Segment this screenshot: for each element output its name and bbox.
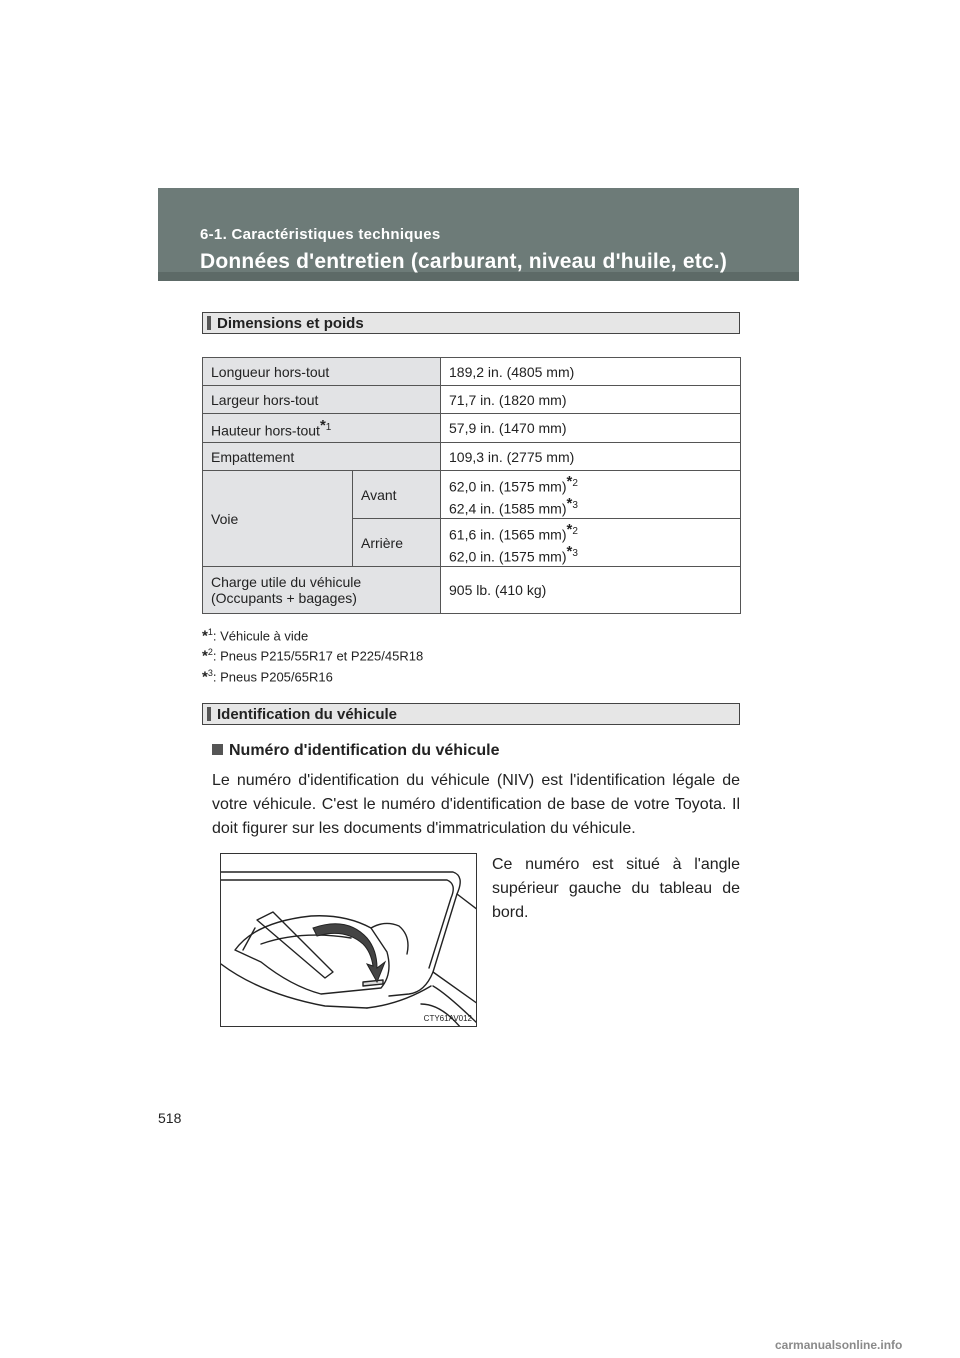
vin-location-text: Ce numéro est situé à l'angle supérieur gauche du tableau de bord. [492,856,740,921]
row-value: 109,3 in. (2775 mm) [441,443,741,471]
row-value: 189,2 in. (4805 mm) [441,358,741,386]
avant-value: 62,0 in. (1575 mm)$^{*2}$ 62,4 in. (1585 mm)$^{*3}$ [441,471,741,519]
charge-value: 905 lb. (410 kg) [441,567,741,614]
table-row [203,567,741,614]
table-row [203,443,741,471]
windshield-vin-drawing [221,854,477,1027]
footnote: *$^1$: Véhicule à vide [202,627,309,645]
section-number: 6-1. Caractéristiques techniques [200,226,441,243]
dimensions-heading [202,312,740,334]
arriere-label: Arrière [353,519,441,567]
row-label: Largeur hors-tout [203,386,441,414]
square-bullet-icon [212,744,223,755]
footnote: *$^2$: Pneus P215/55R17 et P225/45R18 [202,647,424,665]
arriere-value: 61,6 in. (1565 mm)$^{*2}$ 62,0 in. (1575 mm)$^{*3}$ [441,519,741,567]
note-ref: *1 [319,417,332,435]
footnote: *$^3$: Pneus P205/65R16 [202,667,333,685]
watermark: carmanualsonline.info [775,1338,903,1352]
charge-label: Charge utile du véhicule (Occupants + bagages) [203,567,441,614]
page-number: 518 [158,1110,182,1126]
dimensions-table [202,357,741,614]
footnotes [202,624,423,685]
identification-heading-text: Identification du véhicule [217,706,398,723]
dashboard-illustration [220,853,477,1027]
illustration-code: CTY61AV012 [423,1014,472,1023]
table-row [203,414,741,443]
heading-bar [207,316,211,330]
row-label-cell [203,414,441,443]
row-value: 57,9 in. (1470 mm) [441,414,741,443]
table-row [203,358,741,386]
row-label: Hauteur hors-tout [211,422,320,439]
row-label: Longueur hors-tout [203,358,441,386]
table-row [203,386,741,414]
identification-heading [202,703,740,725]
voie-label: Voie [203,471,353,567]
row-value: 71,7 in. (1820 mm) [441,386,741,414]
table-row [203,471,741,519]
dimensions-heading-text: Dimensions et poids [217,315,364,332]
chapter-title: Données d'entretien (carburant, niveau d'huile, etc.) [200,250,728,273]
heading-bar [207,707,211,721]
vin-subheading: Numéro d'identification du véhicule [212,742,500,760]
vin-paragraph: Le numéro d'identification du véhicule (NIV) est l'identification légale de votre véhicule. C'est le numéro d'identification de base de votre Toyota. Il doit figurer sur les documents d'immatriculation du véhicule. [212,772,740,837]
row-label: Empattement [203,443,441,471]
avant-label: Avant [353,471,441,519]
